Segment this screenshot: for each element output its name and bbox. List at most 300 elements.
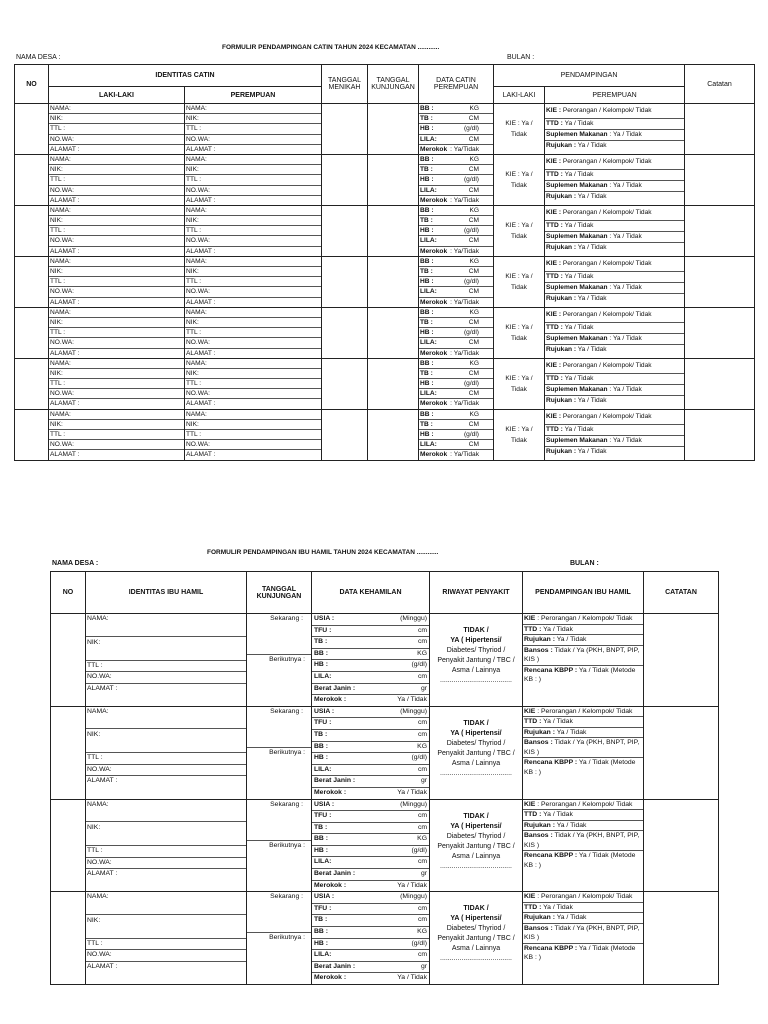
kehamilan-field[interactable]: Merokok : Ya / Tidak (314, 974, 427, 982)
ibu-field[interactable]: NIK: (86, 636, 246, 649)
pendampingan-perempuan-field[interactable]: Suplemen Makanan : Ya / Tidak (545, 232, 684, 243)
catin-data-field[interactable]: LILA: CM (419, 186, 493, 196)
laki-field[interactable]: NAMA: (49, 155, 184, 165)
catin-data-field[interactable]: TB : CM (419, 267, 493, 277)
pendampingan-perempuan-field[interactable]: TTD : Ya / Tidak (545, 272, 684, 283)
catin-data-field[interactable]: HB : (g/dl) (419, 226, 493, 236)
laki-field[interactable]: NO.WA: (49, 135, 184, 145)
catatan-cell[interactable] (685, 104, 755, 155)
pendampingan-perempuan-field[interactable]: KIE : Perorangan / Kelompok/ Tidak (545, 104, 684, 119)
pendampingan-ibu-field[interactable]: TTD : Ya / Tidak (523, 810, 643, 821)
h2-data-kehamilan: DATA KEHAMILAN (312, 572, 430, 614)
catin-data-field[interactable]: HB : (g/dl) (419, 124, 493, 134)
ibu-field[interactable]: ALAMAT : (86, 961, 246, 973)
perempuan-field[interactable]: NAMA: (185, 410, 321, 420)
ibu-row (51, 799, 719, 892)
ibu-field[interactable]: ALAMAT : (86, 868, 246, 880)
catatan-cell[interactable] (685, 205, 755, 256)
identitas-laki (49, 154, 185, 205)
kehamilan-field[interactable]: USIA : (Minggu) (312, 614, 429, 626)
laki-field[interactable]: ALAMAT : (50, 247, 80, 255)
h2-pendampingan: PENDAMPINGAN IBU HAMIL (523, 572, 644, 614)
kie-laki-cell[interactable]: KIE : Ya / Tidak (494, 409, 545, 460)
h2-riwayat: RIWAYAT PENYAKIT (430, 572, 523, 614)
pendampingan-ibu-cell (523, 614, 644, 707)
data-kehamilan-cell (312, 799, 430, 892)
laki-field[interactable]: ALAMAT : (50, 400, 80, 408)
pendampingan-ibu-field[interactable]: TTD : Ya / Tidak (523, 625, 643, 636)
riwayat-cell[interactable]: TIDAK / YA ( Hipertensi/ Diabetes/ Thyriod / Penyakit Jantung / TBC / Asma / Lainnya ..................................... (430, 706, 523, 799)
ibu-field[interactable]: NO.WA: (86, 949, 246, 961)
laki-field[interactable]: NIK: (49, 420, 184, 430)
kehamilan-field[interactable]: TB : cm (312, 915, 429, 927)
catatan2-cell[interactable] (644, 614, 719, 707)
tgl-kunjungan-cell[interactable] (368, 154, 419, 205)
catatan-cell[interactable] (685, 256, 755, 307)
catin-data-field[interactable]: TB : CM (419, 318, 493, 328)
pendampingan-perempuan-field[interactable]: Suplemen Makanan : Ya / Tidak (545, 334, 684, 345)
kie-laki-cell[interactable]: KIE : Ya / Tidak (494, 205, 545, 256)
pendampingan-ibu-field[interactable]: Bansos : Tidak / Ya (PKH, BNPT, PIP, KIS ) (523, 738, 643, 758)
pendampingan-ibu-cell (523, 799, 644, 892)
tgl-menikah-cell[interactable] (322, 205, 368, 256)
laki-field[interactable]: NIK: (49, 267, 184, 277)
perempuan-field[interactable]: TTL : (185, 379, 321, 389)
tgl-menikah-cell[interactable] (322, 256, 368, 307)
kehamilan-field[interactable]: HB : (g/dl) (312, 660, 429, 672)
perempuan-field[interactable]: ALAMAT : (186, 298, 216, 306)
catin-data-field[interactable]: Merokok : Ya/Tidak (420, 196, 479, 204)
tgl-menikah-cell[interactable] (322, 358, 368, 409)
data-catin-cell (419, 307, 494, 358)
catatan2-cell[interactable] (644, 799, 719, 892)
laki-field[interactable]: NAMA: (49, 257, 184, 267)
tgl-kunjungan2-cell[interactable] (247, 614, 312, 707)
tgl-menikah-cell[interactable] (322, 154, 368, 205)
pendampingan-perempuan-field[interactable]: Suplemen Makanan : Ya / Tidak (545, 130, 684, 141)
catin-data-field[interactable]: LILA: CM (419, 236, 493, 246)
perempuan-field[interactable]: ALAMAT : (186, 451, 216, 459)
perempuan-field[interactable]: NO.WA: (185, 135, 321, 145)
catin-data-field[interactable]: TB : CM (419, 216, 493, 226)
catin-data-field[interactable]: HB : (g/dl) (419, 328, 493, 338)
catin-data-field[interactable]: Merokok : Ya/Tidak (420, 349, 479, 357)
kehamilan-field[interactable]: BB : KG (312, 649, 429, 661)
ibu-field[interactable]: NIK: (86, 821, 246, 834)
data-catin-cell (419, 205, 494, 256)
catin-row (15, 307, 755, 358)
catin-data-field[interactable]: TB : CM (419, 114, 493, 124)
pendampingan-perempuan-field[interactable]: Rujukan : Ya / Tidak (546, 294, 607, 302)
sekarang-label: Sekarang : (270, 707, 303, 715)
berikutnya-label: Berikutnya : (247, 654, 311, 665)
kie-laki-cell[interactable]: KIE : Ya / Tidak (494, 307, 545, 358)
pendampingan-ibu-field[interactable]: Rujukan : Ya / Tidak (523, 821, 643, 832)
pendampingan-ibu-field[interactable]: TTD : Ya / Tidak (523, 717, 643, 728)
pendampingan-perempuan-field[interactable]: Rujukan : Ya / Tidak (546, 345, 607, 353)
catatan-cell[interactable] (685, 409, 755, 460)
pendampingan-perempuan-field[interactable]: KIE : Perorangan / Kelompok/ Tidak (545, 359, 684, 374)
kie-laki-cell[interactable]: KIE : Ya / Tidak (494, 256, 545, 307)
kehamilan-field[interactable]: HB : (g/dl) (312, 846, 429, 858)
laki-field[interactable]: ALAMAT : (50, 451, 80, 459)
laki-field[interactable]: NIK: (49, 369, 184, 379)
laki-field[interactable]: NO.WA: (49, 338, 184, 348)
row-no[interactable] (15, 104, 49, 155)
kehamilan-field[interactable]: LILA: cm (312, 857, 429, 869)
kehamilan-field[interactable]: LILA: cm (312, 672, 429, 684)
berikutnya-label: Berikutnya : (247, 932, 311, 943)
riwayat-cell[interactable]: TIDAK / YA ( Hipertensi/ Diabetes/ Thyriod / Penyakit Jantung / TBC / Asma / Lainnya ..................................... (430, 799, 523, 892)
catin-data-field[interactable]: Merokok : Ya/Tidak (420, 400, 479, 408)
perempuan-field[interactable]: NAMA: (185, 155, 321, 165)
catin-data-field[interactable]: HB : (g/dl) (419, 379, 493, 389)
kehamilan-field[interactable]: Berat Janin : gr (312, 869, 429, 881)
tgl-kunjungan-cell[interactable] (368, 307, 419, 358)
laki-field[interactable]: ALAMAT : (50, 298, 80, 306)
pendampingan-perempuan-cell (545, 154, 685, 205)
ibu-row (51, 892, 719, 985)
perempuan-field[interactable]: ALAMAT : (186, 196, 216, 204)
perempuan-field[interactable]: NIK: (185, 165, 321, 175)
catin-data-field[interactable]: Merokok : Ya/Tidak (420, 247, 479, 255)
perempuan-field[interactable]: NO.WA: (185, 440, 321, 450)
pendampingan-perempuan-field[interactable]: KIE : Perorangan / Kelompok/ Tidak (545, 155, 684, 170)
riwayat-cell[interactable]: TIDAK / YA ( Hipertensi/ Diabetes/ Thyriod / Penyakit Jantung / TBC / Asma / Lainnya ..................................... (430, 892, 523, 985)
pendampingan-ibu-field[interactable]: KIE : Perorangan / Kelompok/ Tidak (523, 614, 643, 625)
row-no[interactable] (15, 358, 49, 409)
laki-field[interactable]: TTL : (49, 328, 184, 338)
kehamilan-field[interactable]: Merokok : Ya / Tidak (314, 881, 427, 889)
kehamilan-field[interactable]: TFU : cm (312, 811, 429, 823)
tgl-kunjungan2-cell[interactable] (247, 892, 312, 985)
kehamilan-field[interactable]: BB : KG (312, 834, 429, 846)
kehamilan-field[interactable]: TFU : cm (312, 904, 429, 916)
pendampingan-perempuan-field[interactable]: KIE : Perorangan / Kelompok/ Tidak (545, 308, 684, 323)
row-no[interactable] (15, 256, 49, 307)
identitas-perempuan (185, 205, 322, 256)
pendampingan-perempuan-field[interactable]: Rujukan : Ya / Tidak (546, 192, 607, 200)
form2-bulan: BULAN : (570, 560, 599, 567)
laki-field[interactable]: NO.WA: (49, 389, 184, 399)
laki-field[interactable]: TTL : (49, 175, 184, 185)
kehamilan-field[interactable]: BB : KG (312, 927, 429, 939)
pendampingan-ibu-field[interactable]: Bansos : Tidak / Ya (PKH, BNPT, PIP, KIS ) (523, 831, 643, 851)
tgl-kunjungan-cell[interactable] (368, 358, 419, 409)
row2-no[interactable] (51, 799, 86, 892)
kehamilan-field[interactable]: LILA: cm (312, 765, 429, 777)
pendampingan-perempuan-field[interactable]: TTD : Ya / Tidak (545, 170, 684, 181)
row2-no[interactable] (51, 614, 86, 707)
laki-field[interactable]: NO.WA: (49, 236, 184, 246)
perempuan-field[interactable]: NO.WA: (185, 236, 321, 246)
laki-field[interactable]: ALAMAT : (50, 196, 80, 204)
pendampingan-ibu-field[interactable]: Rencana KBPP : Ya / Tidak (Metode KB : ) (524, 852, 636, 869)
kehamilan-field[interactable]: HB : (g/dl) (312, 753, 429, 765)
form1-title: FORMULIR PENDAMPINGAN CATIN TAHUN 2024 KECAMATAN ............ (222, 44, 440, 51)
kehamilan-field[interactable]: LILA: cm (312, 950, 429, 962)
catin-data-field[interactable]: Merokok : Ya/Tidak (420, 145, 479, 153)
pendampingan-perempuan-field[interactable]: KIE : Perorangan / Kelompok/ Tidak (545, 257, 684, 272)
catin-data-field[interactable]: Merokok : Ya/Tidak (420, 451, 479, 459)
perempuan-field[interactable]: TTL : (185, 277, 321, 287)
h2-catatan: CATATAN (644, 572, 719, 614)
ibu-field[interactable]: TTL : (86, 660, 246, 672)
catin-data-field[interactable]: BB : KG (419, 308, 493, 318)
tgl-kunjungan-cell[interactable] (368, 409, 419, 460)
laki-field[interactable]: NIK: (49, 165, 184, 175)
pendampingan-ibu-cell (523, 706, 644, 799)
pendampingan-perempuan-cell (545, 358, 685, 409)
laki-field[interactable]: NO.WA: (49, 440, 184, 450)
pendampingan-perempuan-cell (545, 256, 685, 307)
kehamilan-field[interactable]: Berat Janin : gr (312, 962, 429, 974)
perempuan-field[interactable]: ALAMAT : (186, 247, 216, 255)
perempuan-field[interactable]: NAMA: (185, 206, 321, 216)
ibu-field[interactable]: NO.WA: (86, 671, 246, 683)
header-p-perempuan: PEREMPUAN (545, 87, 685, 104)
catin-data-field[interactable]: BB : KG (419, 410, 493, 420)
catatan2-cell[interactable] (644, 706, 719, 799)
tgl-kunjungan-cell[interactable] (368, 256, 419, 307)
perempuan-field[interactable]: TTL : (185, 226, 321, 236)
perempuan-field[interactable]: NO.WA: (185, 287, 321, 297)
form2-table (50, 571, 719, 985)
laki-field[interactable]: NIK: (49, 216, 184, 226)
data-kehamilan-cell (312, 892, 430, 985)
catin-data-field[interactable]: LILA: CM (419, 440, 493, 450)
berikutnya-label: Berikutnya : (247, 840, 311, 851)
perempuan-field[interactable]: ALAMAT : (186, 400, 216, 408)
laki-field[interactable]: NIK: (49, 318, 184, 328)
kehamilan-field[interactable]: TB : cm (312, 823, 429, 835)
tgl-kunjungan2-cell[interactable] (247, 799, 312, 892)
ibu-field[interactable]: ALAMAT : (86, 683, 246, 695)
perempuan-field[interactable]: TTL : (185, 124, 321, 134)
laki-field[interactable]: TTL : (49, 379, 184, 389)
tgl-kunjungan2-cell[interactable] (247, 706, 312, 799)
catatan-cell[interactable] (685, 307, 755, 358)
laki-field[interactable]: ALAMAT : (50, 349, 80, 357)
perempuan-field[interactable]: NIK: (185, 216, 321, 226)
row-no[interactable] (15, 307, 49, 358)
catin-data-field[interactable]: TB : CM (419, 165, 493, 175)
pendampingan-ibu-field[interactable]: KIE : Perorangan / Kelompok/ Tidak (523, 800, 643, 811)
pendampingan-perempuan-field[interactable]: TTD : Ya / Tidak (545, 374, 684, 385)
berikutnya-label: Berikutnya : (247, 747, 311, 758)
pendampingan-perempuan-field[interactable]: Suplemen Makanan : Ya / Tidak (545, 436, 684, 447)
kehamilan-field[interactable]: TFU : cm (312, 626, 429, 638)
catin-data-field[interactable]: HB : (g/dl) (419, 430, 493, 440)
laki-field[interactable]: TTL : (49, 124, 184, 134)
pendampingan-perempuan-field[interactable]: Suplemen Makanan : Ya / Tidak (545, 385, 684, 396)
catin-data-field[interactable]: HB : (g/dl) (419, 175, 493, 185)
form1-nama-desa: NAMA DESA : (16, 54, 61, 61)
ibu-field[interactable]: NAMA: (87, 893, 109, 901)
tgl-menikah-cell[interactable] (322, 409, 368, 460)
perempuan-field[interactable]: TTL : (185, 328, 321, 338)
ibu-field[interactable]: TTL : (86, 752, 246, 764)
header-no: NO (15, 65, 49, 104)
perempuan-field[interactable]: NO.WA: (185, 186, 321, 196)
tgl-menikah-cell[interactable] (322, 104, 368, 155)
catin-data-field[interactable]: TB : CM (419, 369, 493, 379)
kehamilan-field[interactable]: Merokok : Ya / Tidak (314, 696, 427, 704)
row-no[interactable] (15, 205, 49, 256)
laki-field[interactable]: TTL : (49, 430, 184, 440)
catin-row (15, 104, 755, 155)
kehamilan-field[interactable]: USIA : (Minggu) (312, 892, 429, 904)
row-no[interactable] (15, 409, 49, 460)
kehamilan-field[interactable]: USIA : (Minggu) (312, 707, 429, 719)
perempuan-field[interactable]: NAMA: (185, 359, 321, 369)
laki-field[interactable]: NO.WA: (49, 287, 184, 297)
laki-field[interactable]: NIK: (49, 114, 184, 124)
header-tgl-menikah: TANGGAL MENIKAH (322, 65, 368, 104)
pendampingan-ibu-field[interactable]: TTD : Ya / Tidak (523, 903, 643, 914)
pendampingan-perempuan-field[interactable]: Rujukan : Ya / Tidak (546, 447, 607, 455)
catin-data-field[interactable]: TB : CM (419, 420, 493, 430)
pendampingan-ibu-field[interactable]: Rencana KBPP : Ya / Tidak (Metode KB : ) (524, 944, 636, 962)
kie-laki-cell[interactable]: KIE : Ya / Tidak (494, 154, 545, 205)
pendampingan-perempuan-field[interactable]: TTD : Ya / Tidak (545, 119, 684, 130)
perempuan-field[interactable]: NAMA: (185, 104, 321, 114)
catin-data-field[interactable]: BB : KG (419, 104, 493, 114)
perempuan-field[interactable]: NIK: (185, 114, 321, 124)
kehamilan-field[interactable]: BB : KG (312, 742, 429, 754)
sekarang-label: Sekarang : (270, 615, 303, 622)
pendampingan-perempuan-field[interactable]: TTD : Ya / Tidak (545, 323, 684, 334)
catin-data-field[interactable]: BB : KG (419, 359, 493, 369)
perempuan-field[interactable]: NIK: (185, 420, 321, 430)
ibu-field[interactable]: NAMA: (87, 800, 109, 808)
pendampingan-perempuan-field[interactable]: TTD : Ya / Tidak (545, 221, 684, 232)
ibu-field[interactable]: NIK: (86, 728, 246, 741)
pendampingan-ibu-field[interactable]: Bansos : Tidak / Ya (PKH, BNPT, PIP, KIS ) (523, 646, 643, 666)
kie-laki-cell[interactable]: KIE : Ya / Tidak (494, 104, 545, 155)
identitas-laki (49, 205, 185, 256)
kehamilan-field[interactable]: Berat Janin : gr (312, 684, 429, 696)
ibu-field[interactable]: NAMA: (87, 615, 109, 622)
ibu-field[interactable]: TTL : (86, 845, 246, 857)
catatan-cell[interactable] (685, 154, 755, 205)
pendampingan-perempuan-field[interactable]: Suplemen Makanan : Ya / Tidak (545, 181, 684, 192)
perempuan-field[interactable]: NAMA: (185, 308, 321, 318)
laki-field[interactable]: NAMA: (49, 308, 184, 318)
kehamilan-field[interactable]: Berat Janin : gr (312, 776, 429, 788)
perempuan-field[interactable]: TTL : (185, 175, 321, 185)
catin-data-field[interactable]: LILA: CM (419, 338, 493, 348)
laki-field[interactable]: NAMA: (49, 410, 184, 420)
pendampingan-ibu-field[interactable]: KIE : Perorangan / Kelompok/ Tidak (523, 707, 643, 718)
pendampingan-ibu-field[interactable]: KIE : Perorangan / Kelompok/ Tidak (523, 892, 643, 903)
pendampingan-ibu-field[interactable]: Rujukan : Ya / Tidak (523, 728, 643, 739)
pendampingan-ibu-field[interactable]: Rencana KBPP : Ya / Tidak (Metode KB : ) (524, 666, 636, 683)
kie-laki-cell[interactable]: KIE : Ya / Tidak (494, 358, 545, 409)
perempuan-field[interactable]: NIK: (185, 369, 321, 379)
perempuan-field[interactable]: NIK: (185, 318, 321, 328)
identitas-ibu-cell (86, 614, 247, 707)
perempuan-field[interactable]: NAMA: (185, 257, 321, 267)
laki-field[interactable]: NAMA: (49, 104, 184, 114)
laki-field[interactable]: TTL : (49, 226, 184, 236)
perempuan-field[interactable]: ALAMAT : (186, 349, 216, 357)
pendampingan-perempuan-field[interactable]: Rujukan : Ya / Tidak (546, 243, 607, 251)
ibu-field[interactable]: TTL : (86, 938, 246, 950)
tgl-kunjungan-cell[interactable] (368, 205, 419, 256)
catin-data-field[interactable]: BB : KG (419, 257, 493, 267)
perempuan-field[interactable]: NO.WA: (185, 389, 321, 399)
catin-data-field[interactable]: BB : KG (419, 206, 493, 216)
kehamilan-field[interactable]: HB : (g/dl) (312, 939, 429, 951)
catin-row (15, 409, 755, 460)
row-no[interactable] (15, 154, 49, 205)
pendampingan-ibu-field[interactable]: Bansos : Tidak / Ya (PKH, BNPT, PIP, KIS ) (523, 924, 643, 944)
pendampingan-perempuan-field[interactable]: Rujukan : Ya / Tidak (546, 142, 607, 149)
laki-field[interactable]: TTL : (49, 277, 184, 287)
kehamilan-field[interactable]: TB : cm (312, 730, 429, 742)
ibu-field[interactable]: NIK: (86, 914, 246, 927)
identitas-laki (49, 358, 185, 409)
pendampingan-perempuan-field[interactable]: TTD : Ya / Tidak (545, 425, 684, 436)
ibu-field[interactable]: NO.WA: (86, 857, 246, 869)
identitas-ibu-cell (86, 706, 247, 799)
header-data-catin: DATA CATIN PEREMPUAN (419, 65, 494, 104)
sekarang-label: Sekarang : (270, 893, 303, 901)
row2-no[interactable] (51, 892, 86, 985)
catatan2-cell[interactable] (644, 892, 719, 985)
pendampingan-ibu-field[interactable]: Rujukan : Ya / Tidak (523, 913, 643, 924)
pendampingan-ibu-field[interactable]: Rencana KBPP : Ya / Tidak (Metode KB : ) (524, 759, 636, 776)
perempuan-field[interactable]: NO.WA: (185, 338, 321, 348)
row2-no[interactable] (51, 706, 86, 799)
h2-identitas: IDENTITAS IBU HAMIL (86, 572, 247, 614)
kehamilan-field[interactable]: TFU : cm (312, 718, 429, 730)
pendampingan-perempuan-field[interactable]: KIE : Perorangan / Kelompok/ Tidak (545, 410, 684, 425)
ibu-field[interactable]: ALAMAT : (86, 775, 246, 787)
pendampingan-perempuan-field[interactable]: KIE : Perorangan / Kelompok/ Tidak (545, 206, 684, 221)
perempuan-field[interactable]: NIK: (185, 267, 321, 277)
identitas-laki (49, 409, 185, 460)
tgl-kunjungan-cell[interactable] (368, 104, 419, 155)
riwayat-cell[interactable]: TIDAK / YA ( Hipertensi/ Diabetes/ Thyriod / Penyakit Jantung / TBC / Asma / Lainnya ..................................... (430, 614, 523, 707)
catin-data-field[interactable]: LILA: CM (419, 135, 493, 145)
catin-data-field[interactable]: HB : (g/dl) (419, 277, 493, 287)
catin-data-field[interactable]: Merokok : Ya/Tidak (420, 298, 479, 306)
kehamilan-field[interactable]: Merokok : Ya / Tidak (314, 788, 427, 796)
catin-data-field[interactable]: LILA: CM (419, 287, 493, 297)
laki-field[interactable]: NAMA: (49, 359, 184, 369)
laki-field[interactable]: NO.WA: (49, 186, 184, 196)
tgl-menikah-cell[interactable] (322, 307, 368, 358)
pendampingan-ibu-cell (523, 892, 644, 985)
pendampingan-perempuan-field[interactable]: Rujukan : Ya / Tidak (546, 396, 607, 404)
catin-data-field[interactable]: BB : KG (419, 155, 493, 165)
pendampingan-ibu-field[interactable]: Rujukan : Ya / Tidak (523, 635, 643, 646)
perempuan-field[interactable]: ALAMAT : (186, 145, 216, 153)
kehamilan-field[interactable]: USIA : (Minggu) (312, 800, 429, 812)
ibu-field[interactable]: NAMA: (87, 707, 109, 715)
perempuan-field[interactable]: TTL : (185, 430, 321, 440)
laki-field[interactable]: ALAMAT : (50, 145, 80, 153)
catin-data-field[interactable]: LILA: CM (419, 389, 493, 399)
pendampingan-perempuan-field[interactable]: Suplemen Makanan : Ya / Tidak (545, 283, 684, 294)
laki-field[interactable]: NAMA: (49, 206, 184, 216)
ibu-field[interactable]: NO.WA: (86, 764, 246, 776)
kehamilan-field[interactable]: TB : cm (312, 637, 429, 649)
catatan-cell[interactable] (685, 358, 755, 409)
pendampingan-perempuan-cell (545, 104, 685, 155)
